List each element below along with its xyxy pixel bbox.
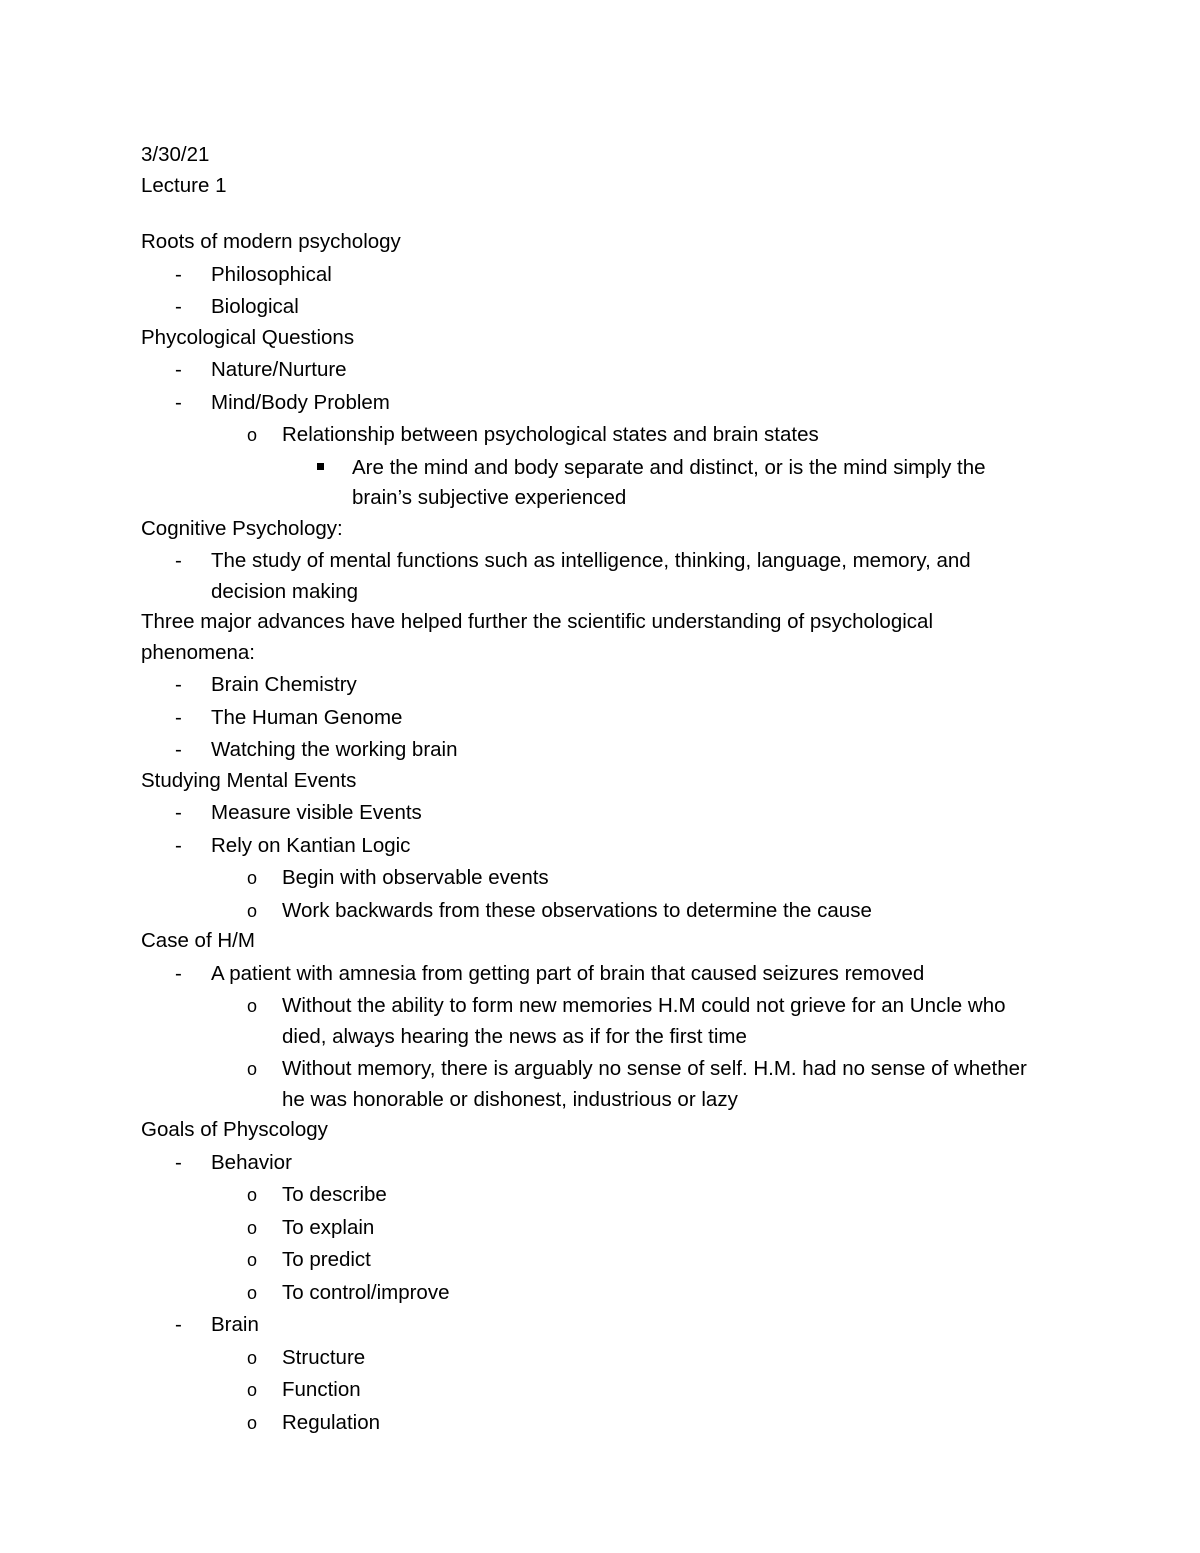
blank-line bbox=[141, 201, 1041, 227]
dash-bullet: - bbox=[175, 549, 182, 572]
line-text: Behavior bbox=[211, 1150, 292, 1174]
dash-bullet: - bbox=[175, 833, 182, 857]
square-bullet-icon bbox=[317, 453, 337, 484]
line-text: Rely on Kantian Logic bbox=[211, 833, 411, 857]
dash-bullet: - bbox=[175, 262, 182, 286]
list-item bbox=[141, 991, 1041, 1052]
list-item bbox=[141, 959, 1041, 990]
line-text: Phycological Questions bbox=[141, 325, 355, 349]
line-text: Brain Chemistry bbox=[211, 673, 357, 696]
line-text: Case of H/M bbox=[141, 929, 255, 952]
line-text: Regulation bbox=[282, 1410, 381, 1434]
list-item bbox=[141, 420, 1041, 451]
heading-line bbox=[141, 607, 1041, 668]
line-text: 3/30/21 bbox=[141, 143, 210, 166]
line-text: Without the ability to form new memories H.M could not grieve for an Uncle who died, always hearing the news as if for the first time bbox=[282, 994, 1006, 1048]
list-item bbox=[141, 453, 1041, 514]
dash-bullet: - bbox=[175, 738, 182, 761]
line-text: To predict bbox=[282, 1248, 371, 1271]
line-text: The Human Genome bbox=[211, 705, 403, 729]
line-text: To explain bbox=[282, 1215, 375, 1239]
heading-line bbox=[141, 323, 1041, 354]
line-text: Structure bbox=[282, 1345, 366, 1369]
heading-line bbox=[141, 926, 1041, 957]
line-text: Biological bbox=[211, 295, 299, 318]
list-item bbox=[141, 1375, 1041, 1406]
line-text: Three major advances have helped further the scientific understanding of psychological phenomena: bbox=[141, 610, 933, 664]
list-item bbox=[141, 1180, 1041, 1211]
heading-line bbox=[141, 766, 1041, 797]
list-item bbox=[141, 896, 1041, 927]
list-item bbox=[141, 1245, 1041, 1276]
heading-line bbox=[141, 227, 1041, 258]
circle-bullet: o bbox=[247, 1217, 258, 1238]
line-text: Function bbox=[282, 1378, 361, 1401]
circle-bullet: o bbox=[247, 1282, 258, 1303]
line-text: Cognitive Psychology: bbox=[141, 516, 343, 540]
list-item bbox=[141, 1343, 1041, 1374]
dash-bullet: - bbox=[175, 1313, 182, 1336]
circle-bullet: o bbox=[247, 1380, 258, 1400]
dash-bullet: - bbox=[175, 358, 182, 381]
list-item bbox=[141, 1148, 1041, 1179]
circle-bullet: o bbox=[247, 1412, 258, 1433]
line-text: Begin with observable events bbox=[282, 866, 549, 889]
dash-bullet: - bbox=[175, 961, 182, 985]
list-item bbox=[141, 863, 1041, 894]
circle-bullet: o bbox=[247, 900, 258, 921]
circle-bullet: o bbox=[247, 1185, 258, 1205]
line-text: Measure visible Events bbox=[211, 801, 422, 824]
circle-bullet: o bbox=[247, 1250, 258, 1270]
line-text: Philosophical bbox=[211, 262, 332, 286]
heading-line bbox=[141, 1115, 1041, 1146]
line-text: Roots of modern psychology bbox=[141, 230, 401, 253]
heading-line bbox=[141, 514, 1041, 545]
line-text: Work backwards from these observations to determine the cause bbox=[282, 898, 872, 922]
circle-bullet: o bbox=[247, 868, 258, 888]
line-text: Studying Mental Events bbox=[141, 768, 357, 792]
line-text: The study of mental functions such as intelligence, thinking, language, memory, and decision making bbox=[211, 549, 971, 603]
dash-bullet: - bbox=[175, 705, 182, 729]
list-item bbox=[141, 1310, 1041, 1341]
line-text: Without memory, there is arguably no sense of self. H.M. had no sense of whether he was honorable or dishonest, industrious or lazy bbox=[282, 1057, 1027, 1111]
circle-bullet: o bbox=[247, 425, 258, 445]
circle-bullet: o bbox=[247, 1059, 258, 1079]
list-item bbox=[141, 260, 1041, 291]
dash-bullet: - bbox=[175, 1150, 182, 1174]
list-item bbox=[141, 831, 1041, 862]
line-text: Nature/Nurture bbox=[211, 358, 347, 381]
list-item bbox=[141, 292, 1041, 323]
list-item bbox=[141, 1278, 1041, 1309]
list-item bbox=[141, 703, 1041, 734]
list-item bbox=[141, 388, 1041, 419]
line-text: Mind/Body Problem bbox=[211, 390, 390, 414]
circle-bullet: o bbox=[247, 996, 258, 1016]
line-text: Goals of Physcology bbox=[141, 1118, 328, 1141]
list-item bbox=[141, 1054, 1041, 1115]
list-item bbox=[141, 670, 1041, 701]
list-item bbox=[141, 1408, 1041, 1439]
list-item bbox=[141, 1213, 1041, 1244]
line-text: A patient with amnesia from getting part of brain that caused seizures removed bbox=[211, 961, 925, 985]
line-text: Watching the working brain bbox=[211, 738, 458, 761]
dash-bullet: - bbox=[175, 390, 182, 414]
document-page bbox=[141, 140, 1041, 1438]
heading-line bbox=[141, 140, 1041, 171]
list-item bbox=[141, 546, 1041, 607]
list-item bbox=[141, 735, 1041, 766]
dash-bullet: - bbox=[175, 295, 182, 318]
line-text: To control/improve bbox=[282, 1280, 450, 1304]
line-text: Are the mind and body separate and distinct, or is the mind simply the brain’s subjective experienced bbox=[352, 455, 986, 509]
line-text: Relationship between psychological states and brain states bbox=[282, 423, 819, 446]
line-text: Brain bbox=[211, 1313, 259, 1336]
line-text: Lecture 1 bbox=[141, 173, 227, 197]
heading-line bbox=[141, 171, 1041, 202]
dash-bullet: - bbox=[175, 801, 182, 824]
dash-bullet: - bbox=[175, 673, 182, 696]
list-item bbox=[141, 355, 1041, 386]
list-item bbox=[141, 798, 1041, 829]
circle-bullet: o bbox=[247, 1347, 258, 1368]
line-text: To describe bbox=[282, 1183, 387, 1206]
